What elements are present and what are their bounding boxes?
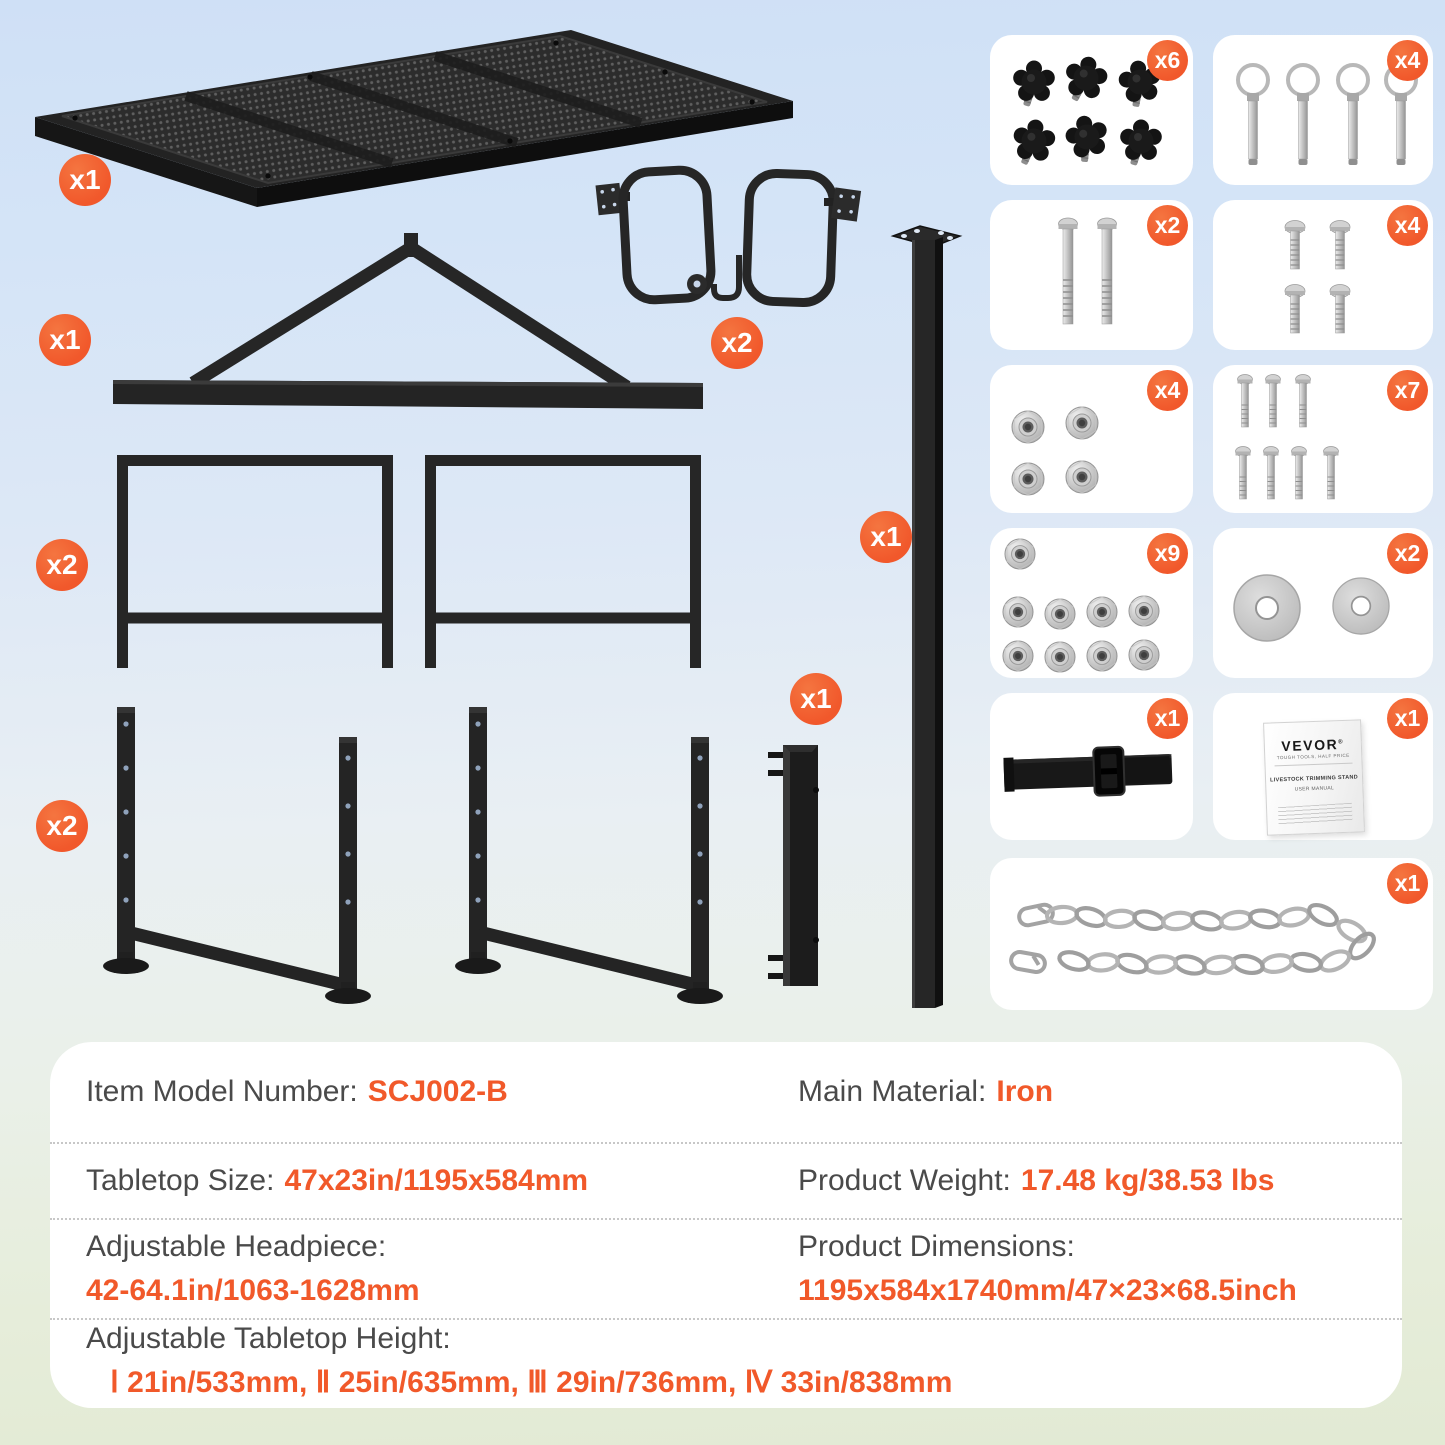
hardware-box-hex-bolts	[1213, 365, 1433, 513]
hardware-box-lock-nuts	[990, 528, 1193, 678]
hardware-box-user-manual	[1213, 693, 1433, 840]
spec-value: 42-64.1in/1063-1628mm	[86, 1274, 420, 1307]
qty-badge: x6	[1147, 40, 1188, 81]
hardware-box-ring-pins	[1213, 35, 1433, 185]
spec-tabletop-size	[86, 1164, 798, 1198]
post-clamp-bar-part	[768, 745, 819, 986]
headpiece-post-part	[893, 226, 960, 1008]
spec-panel	[50, 1042, 1402, 1408]
lower-leg-frames-part	[103, 707, 723, 1004]
spec-value: 17.48 kg/38.53 lbs	[1020, 1164, 1275, 1197]
qty-badge: x1	[1387, 863, 1428, 904]
chain-snap-hook	[1010, 951, 1046, 974]
upper-leg-frames-part	[117, 461, 701, 669]
qty-badge: x4	[1387, 205, 1428, 246]
hardware-box-nose-strap	[990, 693, 1193, 840]
a-frame-support-part	[113, 233, 703, 409]
spec-row-2	[50, 1142, 1402, 1218]
spec-row-1	[50, 1042, 1402, 1142]
spec-value: Iron	[996, 1075, 1054, 1108]
hardware-box-flange-nuts	[990, 365, 1193, 513]
spec-label: Item Model Number:	[86, 1075, 358, 1108]
qty-badge: x4	[1387, 40, 1428, 81]
manual-title: LIVESTOCK TRIMMING STAND	[1269, 774, 1359, 784]
spec-main-material	[798, 1075, 1402, 1109]
headpiece-hoops-part	[596, 169, 862, 304]
spec-label: Product Dimensions:	[798, 1230, 1075, 1263]
hardware-box-long-bolts	[990, 200, 1193, 350]
qty-badge: x1	[1387, 698, 1428, 739]
hardware-box-washers	[1213, 528, 1433, 678]
qty-badge-lower-frames: x2	[36, 800, 88, 852]
spec-row-4	[50, 1318, 1402, 1402]
qty-badge: x2	[1387, 533, 1428, 574]
manual-tagline: TOUGH TOOLS, HALF PRICE	[1276, 752, 1350, 761]
hardware-box-neck-chain	[990, 858, 1433, 1010]
qty-badge: x7	[1387, 370, 1428, 411]
manual-brand-logo: VEVOR®	[1281, 736, 1345, 755]
manual-paragraph-lines	[1278, 803, 1353, 827]
spec-label: Adjustable Headpiece:	[86, 1230, 387, 1263]
hardware-box-short-bolts	[1213, 200, 1433, 350]
manual-divider	[1275, 763, 1353, 767]
spec-item-model-number	[86, 1075, 798, 1109]
spec-product-dimensions	[798, 1225, 1402, 1313]
qty-badge-hoops: x2	[711, 317, 763, 369]
spec-value: 1195x584x1740mm/47×23×68.5inch	[798, 1274, 1297, 1307]
spec-value: 47x23in/1195x584mm	[284, 1164, 589, 1197]
qty-badge-clamp-bar: x1	[790, 673, 842, 725]
spec-label: Adjustable Tabletop Height:	[86, 1322, 451, 1355]
manual-subtitle: USER MANUAL	[1294, 785, 1335, 793]
spec-adjustable-tabletop-height	[86, 1317, 1402, 1405]
spec-product-weight	[798, 1164, 1402, 1198]
spec-value: SCJ002-B	[367, 1075, 508, 1108]
qty-badge-a-frame: x1	[39, 314, 91, 366]
hardware-box-star-knobs	[990, 35, 1193, 185]
mesh-tabletop-part	[35, 30, 793, 207]
spec-value: Ⅰ 21in/533mm, Ⅱ 25in/635mm, Ⅲ 29in/736mm, Ⅳ 33in/838mm	[110, 1366, 953, 1399]
qty-badge-post: x1	[860, 511, 912, 563]
qty-badge: x4	[1147, 370, 1188, 411]
spec-label: Main Material:	[798, 1075, 987, 1108]
spec-label: Product Weight:	[798, 1164, 1011, 1197]
qty-badge-tabletop: x1	[59, 154, 111, 206]
qty-badge: x2	[1147, 205, 1188, 246]
spec-label: Tabletop Size:	[86, 1164, 275, 1197]
user-manual-page	[1263, 719, 1365, 835]
qty-badge: x1	[1147, 698, 1188, 739]
spec-row-3	[50, 1218, 1402, 1318]
qty-badge-upper-frames: x2	[36, 539, 88, 591]
qty-badge: x9	[1147, 533, 1188, 574]
spec-adjustable-headpiece	[86, 1225, 798, 1313]
neck-chain-illustration	[990, 858, 1433, 1010]
